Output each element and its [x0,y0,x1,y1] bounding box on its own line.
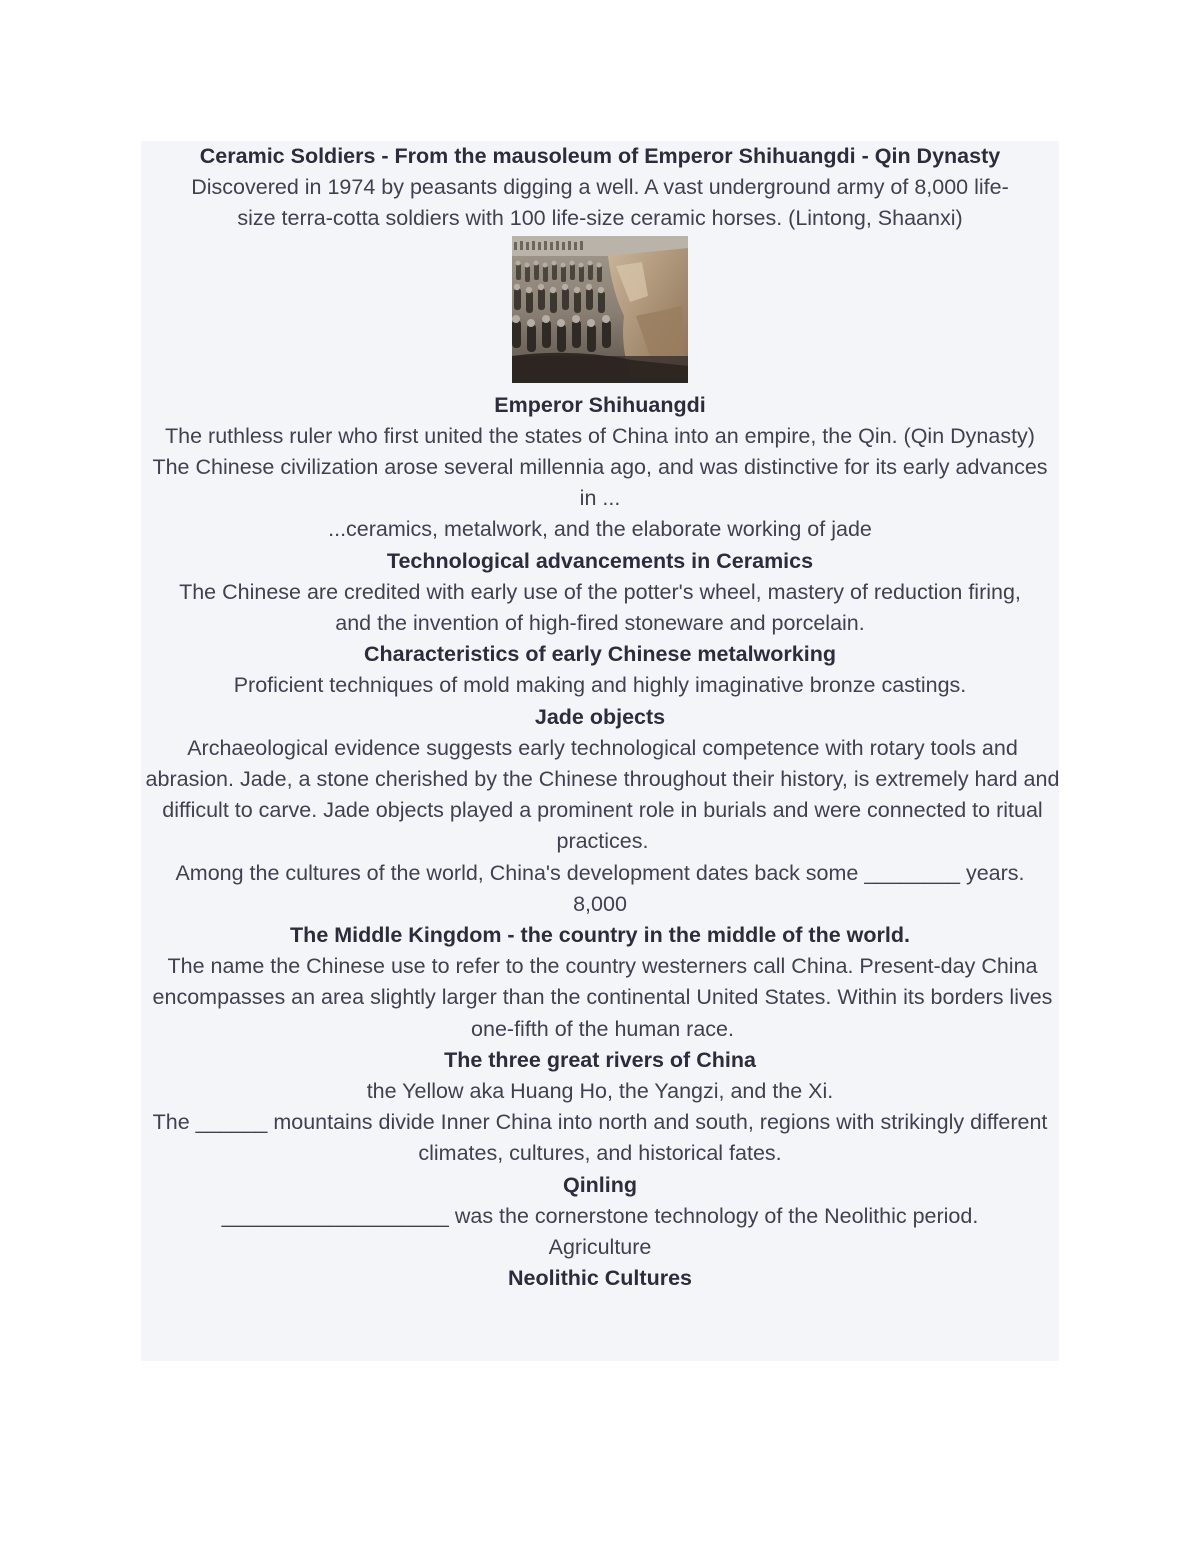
prompt-development-years: Among the cultures of the world, China's development dates back some ________ years. [175,860,1025,885]
flashcard-list [141,141,1059,1295]
definition-metalworking: Proficient techniques of mold making and highly imaginative bronze castings. [233,673,967,698]
term-neolithic-cultures: Neolithic Cultures [508,1266,692,1291]
term-ceramic-soldiers: Ceramic Soldiers - From the mausoleum of Emperor Shihuangdi - Qin Dynasty [199,144,1001,168]
definition-ceramic-soldiers: Discovered in 1974 by peasants digging a well. A vast underground army of 8,000 life-size terra-cotta soldiers with 100 life-size ceramic horses. (Lintong, Shaanxi) [191,175,1009,231]
terracotta-army-photo [512,236,688,383]
prompt-neolithic-technology: ___________________ was the cornerstone technology of the Neolithic period. [221,1203,979,1228]
answer-early-advances: ...ceramics, metalwork, and the elaborate working of jade [328,517,872,542]
prompt-mountains: The ______ mountains divide Inner China into north and south, regions with strikingly different climates, cultures, and historical fates. [152,1110,1048,1166]
term-ceramics-advancements: Technological advancements in Ceramics [386,548,814,573]
definition-emperor-shihuangdi: The ruthless ruler who first united the states of China into an empire, the Qin. (Qin Dynasty) [165,423,1035,448]
answer-mountains: Qinling [562,1172,638,1197]
definition-three-rivers: the Yellow aka Huang Ho, the Yangzi, and the Xi. [366,1079,834,1104]
term-jade-objects: Jade objects [534,704,666,729]
answer-neolithic-technology: Agriculture [548,1235,652,1260]
prompt-early-advances: The Chinese civilization arose several millennia ago, and was distinctive for its early advances in ... [152,455,1048,511]
definition-middle-kingdom: The name the Chinese use to refer to the country westerners call China. Present-day China encompasses an area slightly larger than the continental United States. Within its borders lives one-fifth of the human race. [152,954,1053,1041]
term-middle-kingdom: The Middle Kingdom - the country in the middle of the world. [290,923,910,948]
answer-development-years: 8,000 [573,891,627,916]
definition-ceramics-advancements: The Chinese are credited with early use of the potter's wheel, mastery of reduction firing, and the invention of high-fired stoneware and porcelain. [179,579,1021,636]
flashcard-panel [141,141,1059,1361]
term-three-rivers: The three great rivers of China [444,1047,756,1072]
term-emperor-shihuangdi: Emperor Shihuangdi [494,392,706,417]
term-metalworking: Characteristics of early Chinese metalworking [364,642,836,667]
definition-jade-objects: Archaeological evidence suggests early technological competence with rotary tools and abrasion. Jade, a stone cherished by the Chinese throughout their history, is extremely hard and difficult to carve. Jade objects played a prominent role in burials and were connected to ritual practices. [145,735,1060,854]
